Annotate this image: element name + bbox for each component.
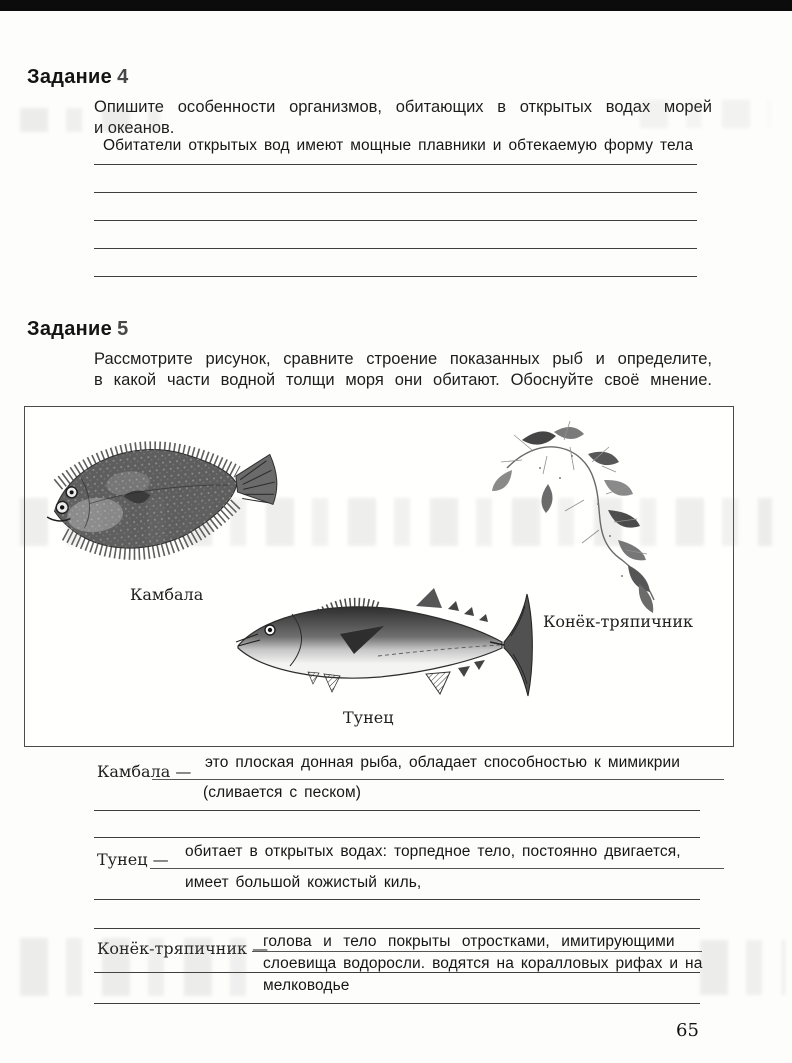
task5-heading-label: Задание (27, 318, 113, 340)
task4-answer-text: Обитатели открытых вод имеют мощные плавники и обтекаемую форму тела (103, 137, 694, 154)
answer-line (152, 779, 724, 780)
task4-instruction (94, 97, 712, 138)
flounder-illustration (32, 413, 284, 591)
answer-konyok-line1: голова и тело покрыты отростками, имитирующими (263, 933, 675, 950)
answer-line (94, 220, 697, 221)
answer-line (150, 868, 724, 869)
page-number: 65 (676, 1020, 699, 1041)
answer-line (94, 1003, 700, 1004)
answer-tunets-line2: имеет большой кожистый киль, (185, 874, 422, 891)
task5-instruction-line2: в какой части водной толщи моря они обитают. Обоснуйте своё мнение. (94, 370, 712, 389)
answer-line (94, 837, 700, 838)
watermark-artifact (700, 940, 785, 995)
answer-konyok-line2: слоевища водоросли. водятся на коралловых рифах и на (263, 955, 703, 972)
task4-heading (27, 66, 129, 89)
task5-heading-number: 5 (117, 318, 129, 340)
answer-line (94, 972, 700, 973)
figure-label-seadragon: Конёк-тряпичник (543, 612, 693, 631)
task4-heading-number: 4 (117, 66, 129, 88)
task4-instruction-line2: и океанов. (94, 118, 175, 137)
answer-line (94, 276, 697, 277)
answer-line (94, 248, 697, 249)
answer-term-tunets: Тунец — (97, 850, 169, 869)
figure-label-tuna: Тунец (343, 708, 394, 727)
task5-instruction-line1: Рассмотрите рисунок, сравните строение показанных рыб и определите, (94, 350, 712, 368)
answer-line (94, 192, 697, 193)
answer-term-kambala: Камбала — (97, 762, 192, 781)
answer-line (94, 164, 697, 165)
answer-tunets-line1: обитает в открытых водах: торпедное тело, постоянно двигается, (185, 843, 681, 860)
task4-instruction-line1: Опишите особенности организмов, обитающих в открытых водах морей (94, 98, 712, 116)
answer-line (252, 951, 702, 952)
scan-edge-artifact (0, 0, 792, 11)
task5-instruction (94, 349, 712, 390)
tuna-illustration (228, 584, 543, 710)
answer-kambala-line2: (сливается с песком) (203, 784, 361, 801)
answer-konyok-line3: мелководье (263, 977, 350, 994)
answer-term-konyok: Конёк-тряпичник — (97, 939, 269, 958)
answer-line (94, 899, 700, 900)
figure-label-flounder: Камбала (130, 585, 204, 604)
answer-kambala-line1: это плоская донная рыба, обладает способностью к мимикрии (205, 754, 680, 771)
task4-heading-label: Задание (27, 66, 113, 88)
task5-heading (27, 318, 129, 341)
answer-line (94, 810, 700, 811)
answer-line (94, 928, 700, 929)
